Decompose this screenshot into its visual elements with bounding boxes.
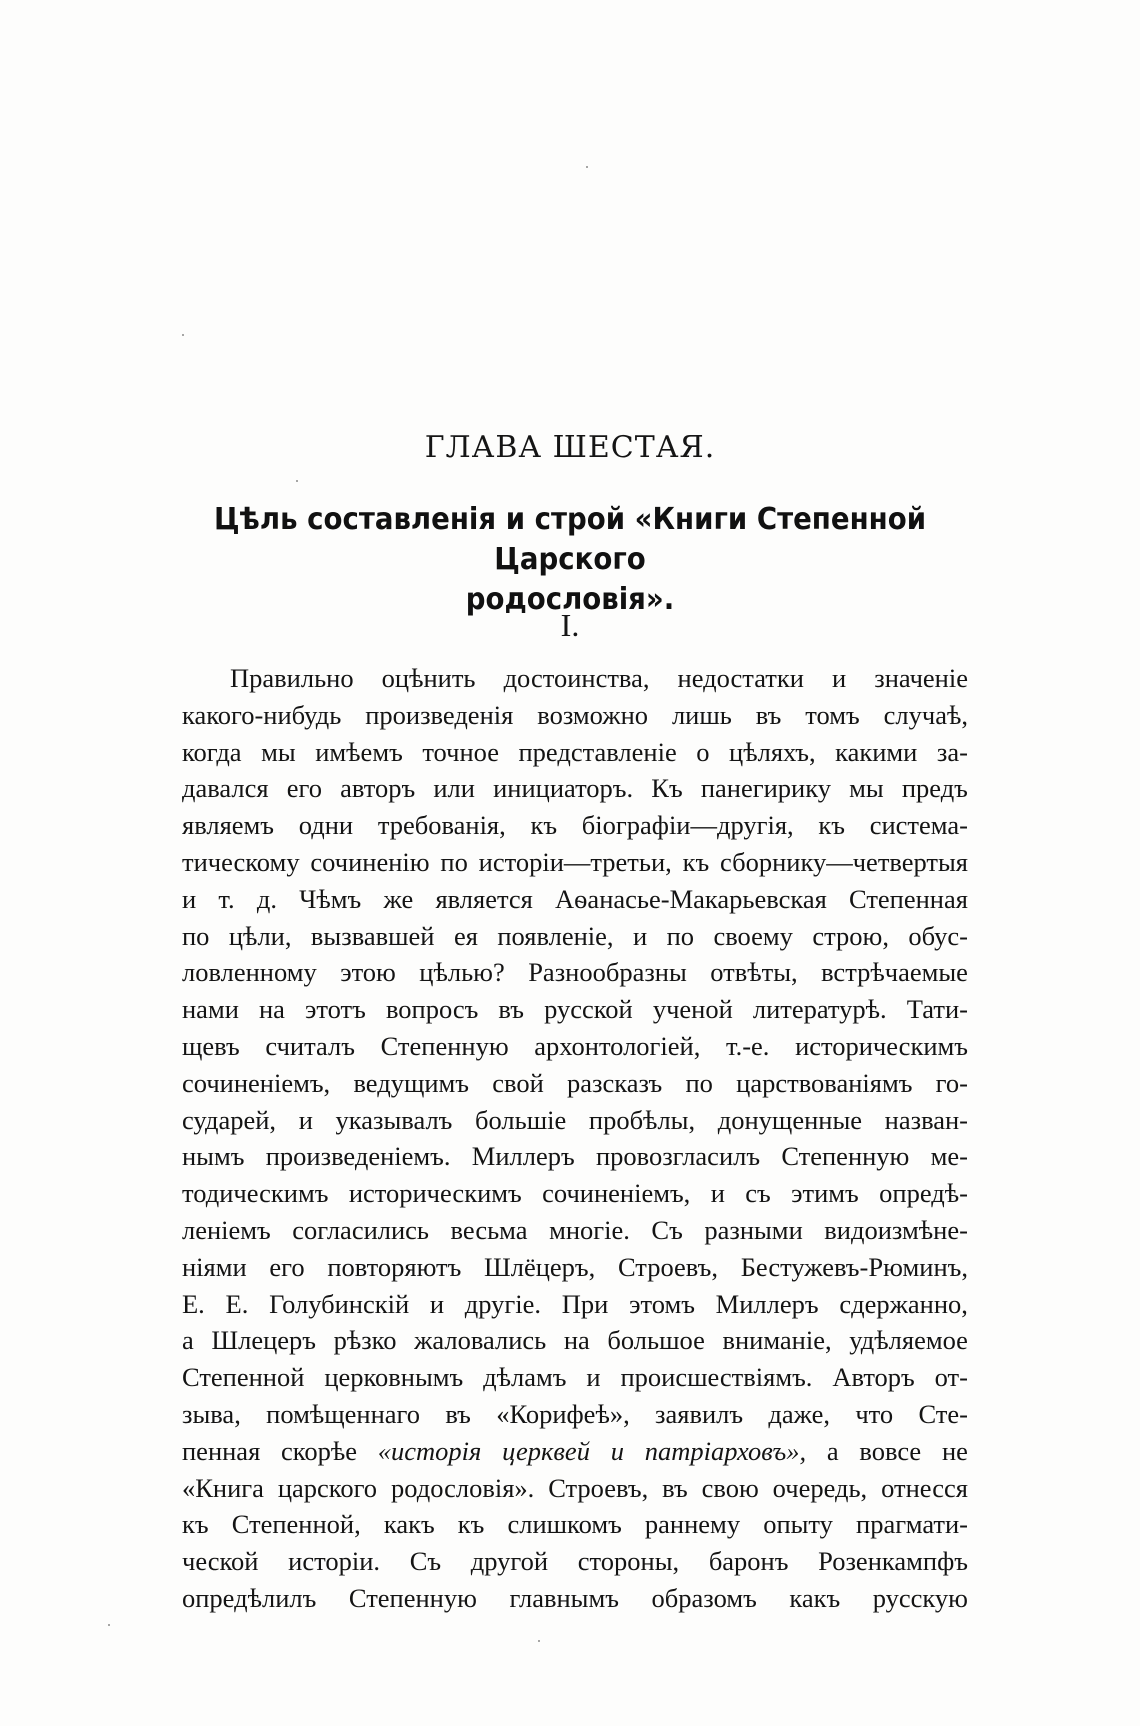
word: т.-е.	[726, 1030, 770, 1061]
word: происшествіямъ.	[620, 1362, 813, 1393]
word: о	[696, 736, 710, 767]
word: инициаторъ.	[493, 773, 634, 804]
word: къ	[818, 810, 845, 841]
word: по	[666, 920, 695, 951]
word: стороны,	[577, 1546, 680, 1577]
word: на	[259, 994, 285, 1025]
word: а	[826, 1435, 839, 1466]
word: нымъ	[182, 1141, 245, 1172]
word: въ	[755, 699, 782, 730]
word: и	[632, 920, 648, 951]
text-line	[182, 1433, 968, 1470]
word: исторіи.	[288, 1546, 381, 1577]
word: скорѣе	[281, 1435, 357, 1466]
word: заявилъ	[655, 1398, 744, 1429]
word: случаѣ,	[883, 699, 968, 730]
word: къ	[682, 846, 710, 877]
word: Къ	[651, 773, 683, 804]
word: требованія,	[377, 810, 506, 841]
word: удѣляемое	[849, 1325, 968, 1356]
word: строю,	[812, 920, 889, 951]
word: разными	[704, 1214, 803, 1245]
text-line	[182, 770, 968, 807]
word: какими	[835, 736, 918, 767]
word: съ	[745, 1178, 771, 1209]
word: русской	[544, 994, 633, 1025]
word: д.	[256, 883, 277, 914]
word: т.	[218, 883, 235, 914]
word: за-	[936, 736, 968, 767]
word: исторіи—третьи,	[478, 846, 672, 877]
word: въ	[445, 1398, 471, 1429]
word: Строевъ,	[548, 1472, 649, 1503]
word: ловленному	[182, 957, 317, 988]
word: панегирику	[700, 773, 831, 804]
chapter-label: ГЛАВА ШЕСТАЯ.	[424, 430, 716, 465]
word: тодическимъ	[182, 1178, 329, 1209]
word: и	[710, 1178, 725, 1209]
word: патріарховъ»,	[644, 1435, 807, 1466]
word: Степенную	[348, 1582, 477, 1613]
word: его	[286, 773, 322, 804]
word: лишь	[671, 699, 732, 730]
word: отвѣты,	[710, 957, 798, 988]
word: Шлёцеръ,	[484, 1251, 596, 1282]
word: Строевъ,	[617, 1251, 718, 1282]
word: а	[182, 1325, 194, 1356]
text-line	[182, 697, 968, 734]
word: появленіе,	[497, 920, 614, 951]
word: этою	[340, 957, 396, 988]
word: встрѣчаемые	[821, 957, 968, 988]
word: вниманіе,	[722, 1325, 832, 1356]
word: го-	[935, 1067, 968, 1098]
text-line	[182, 954, 968, 991]
word: ея	[453, 920, 478, 951]
word: сударей,	[182, 1104, 277, 1135]
word: недостатки	[677, 663, 804, 693]
word: этомъ	[629, 1288, 695, 1319]
word: Аѳанасье-Макарьевская	[555, 883, 827, 914]
word: образомъ	[651, 1582, 757, 1613]
word: своему	[713, 920, 793, 951]
word: произведенія	[365, 699, 514, 730]
word: на	[563, 1325, 590, 1356]
word: раннему	[644, 1509, 741, 1540]
word: Степенную	[781, 1141, 910, 1172]
word: какого-нибудь	[182, 699, 342, 730]
word: другіе.	[464, 1288, 542, 1319]
word: Розенкампфъ	[818, 1546, 968, 1577]
word: Миллеръ	[471, 1141, 575, 1172]
word: оцѣнить	[381, 663, 476, 693]
word: донущенные	[717, 1104, 863, 1135]
word: къ	[457, 1509, 485, 1540]
body-paragraph	[182, 660, 968, 1617]
word: главнымъ	[509, 1582, 619, 1613]
word: или	[433, 773, 475, 804]
word: историческимъ	[348, 1178, 522, 1209]
word: мы	[849, 773, 884, 804]
text-line	[182, 881, 968, 918]
word: жаловались	[414, 1325, 547, 1356]
word: «Корифеѣ»,	[496, 1398, 630, 1429]
word: зыва,	[182, 1398, 241, 1429]
word: къ	[182, 1509, 209, 1540]
word: Степенной,	[231, 1509, 361, 1540]
word: историческимъ	[795, 1030, 968, 1061]
word: по	[182, 920, 210, 951]
word: помѣщеннаго	[266, 1398, 420, 1429]
word: Е.	[182, 1288, 205, 1319]
word: большіе	[475, 1104, 567, 1135]
text-line	[182, 1396, 968, 1433]
scan-speck	[296, 480, 298, 482]
word: по	[440, 846, 468, 877]
word: сдержанно,	[839, 1288, 968, 1319]
word: мы	[261, 736, 296, 767]
word: Чѣмъ	[299, 883, 362, 914]
word: церквей	[502, 1435, 590, 1466]
word: архонтологіей,	[534, 1030, 701, 1061]
word: Сте-	[918, 1398, 968, 1429]
word: и	[182, 883, 197, 914]
word: царствованіямъ	[736, 1067, 913, 1098]
chapter-title-line-1: Цѣль составленія и строй «Книги Степенной Царского	[213, 502, 927, 577]
word: томъ	[805, 699, 860, 730]
word: вопросъ	[385, 994, 479, 1025]
word: очередь,	[772, 1472, 868, 1503]
word: назван-	[884, 1104, 968, 1135]
word: являемъ	[182, 810, 274, 841]
word: царского	[277, 1472, 378, 1503]
word: леніемъ	[182, 1214, 271, 1245]
chapter-title-line-2: родословія».	[465, 582, 675, 617]
word: возможно	[537, 699, 649, 730]
text-line	[182, 991, 968, 1028]
text-line	[182, 918, 968, 955]
word: весьма	[450, 1214, 528, 1245]
word: сочиненіемъ,	[182, 1067, 331, 1098]
word: и	[586, 1362, 601, 1393]
word: большое	[607, 1325, 705, 1356]
word: цѣлью?	[419, 957, 505, 988]
word: обус-	[908, 920, 968, 951]
word: сочиненіемъ,	[542, 1178, 691, 1209]
text-line	[182, 660, 968, 697]
word: одни	[298, 810, 354, 841]
text-line	[182, 1359, 968, 1396]
word: этимъ	[791, 1178, 859, 1209]
word: разсказъ	[567, 1067, 663, 1098]
word: прагмати-	[856, 1509, 968, 1540]
text-line	[182, 807, 968, 844]
word: вовсе	[859, 1435, 922, 1466]
word: считалъ	[265, 1030, 355, 1061]
text-line	[182, 1543, 968, 1580]
word: щевъ	[182, 1030, 240, 1061]
word: другой	[470, 1546, 549, 1577]
word: Разнообразны	[528, 957, 687, 988]
word: даже,	[768, 1398, 830, 1429]
word: какъ	[789, 1582, 841, 1613]
text-line	[182, 1286, 968, 1323]
word: опыту	[763, 1509, 833, 1540]
word: слишкомъ	[507, 1509, 622, 1540]
word: видоизмѣне-	[824, 1214, 968, 1245]
text-line	[182, 1506, 968, 1543]
word: Авторъ	[832, 1362, 915, 1393]
word: какъ	[383, 1509, 435, 1540]
word: ведущимъ	[353, 1067, 469, 1098]
text-line	[182, 1470, 968, 1507]
word: и	[429, 1288, 445, 1319]
word: достоинства,	[503, 663, 650, 693]
word: церковнымъ	[324, 1362, 464, 1393]
scan-speck	[108, 1624, 110, 1626]
word: цѣли,	[228, 920, 292, 951]
scan-speck	[182, 334, 184, 336]
word: баронъ	[708, 1546, 789, 1577]
word: и	[298, 1104, 313, 1135]
word: повторяютъ	[327, 1251, 462, 1282]
word: значеніе	[874, 663, 968, 693]
word: когда	[182, 736, 242, 767]
section-numeral: I.	[560, 607, 580, 643]
word: этотъ	[305, 994, 366, 1025]
word: опредѣлилъ	[182, 1582, 317, 1613]
word: Правильно	[230, 663, 354, 693]
word: біографіи—другія,	[581, 810, 794, 841]
word: точное	[422, 736, 499, 767]
word: по	[685, 1067, 713, 1098]
word: предъ	[901, 773, 968, 804]
word: Е.	[225, 1288, 249, 1319]
scan-speck	[586, 166, 588, 168]
word: от-	[934, 1362, 968, 1393]
word: въ	[662, 1472, 688, 1503]
word: Съ	[409, 1546, 442, 1577]
word: «исторія	[377, 1435, 482, 1466]
word: русскую	[872, 1582, 968, 1613]
word: нами	[182, 994, 239, 1025]
word: Миллеръ	[715, 1288, 819, 1319]
word: многіе.	[549, 1214, 630, 1245]
word: опредѣ-	[879, 1178, 968, 1209]
word: Степенную	[380, 1030, 509, 1061]
word: его	[269, 1251, 305, 1282]
text-line	[182, 1138, 968, 1175]
word: имѣемъ	[315, 736, 403, 767]
word: ніями	[182, 1251, 247, 1282]
word: Степенной	[182, 1362, 305, 1393]
word: въ	[498, 994, 524, 1025]
word: вызвавшей	[310, 920, 435, 951]
text-line	[182, 1065, 968, 1102]
word: отнесся	[881, 1472, 968, 1503]
word: свою	[701, 1472, 759, 1503]
word: Шлецеръ	[211, 1325, 316, 1356]
word: къ	[530, 810, 558, 841]
word: ученой	[652, 994, 733, 1025]
word: пробѣлы,	[588, 1104, 696, 1135]
word: указывалъ	[335, 1104, 453, 1135]
text-line	[182, 734, 968, 771]
text-line	[182, 1249, 968, 1286]
text-line	[182, 1028, 968, 1065]
word: произведеніемъ.	[265, 1141, 451, 1172]
word: провозгласилъ	[595, 1141, 761, 1172]
text-line	[182, 844, 968, 881]
text-line	[182, 1322, 968, 1359]
word: сборнику—четвертыя	[720, 846, 968, 877]
word: Съ	[651, 1214, 683, 1245]
word: цѣляхъ,	[729, 736, 816, 767]
chapter-title	[211, 500, 929, 620]
word: и	[610, 1435, 624, 1466]
text-line	[182, 1102, 968, 1139]
word: дѣламъ	[483, 1362, 567, 1393]
word: «Книга	[182, 1472, 264, 1503]
word: является	[435, 883, 533, 914]
word: представленіе	[518, 736, 677, 767]
word: родословія».	[390, 1472, 535, 1503]
word: и	[831, 663, 847, 693]
word: свой	[492, 1067, 544, 1098]
word: согласились	[292, 1214, 430, 1245]
text-line	[182, 1580, 968, 1617]
word: При	[561, 1288, 609, 1319]
word: сочиненію	[310, 846, 430, 877]
word: литературѣ.	[752, 994, 887, 1025]
word: Степенная	[849, 883, 968, 914]
text-line	[182, 1212, 968, 1249]
word: Голубинскій	[269, 1288, 410, 1319]
word: авторъ	[340, 773, 416, 804]
word: рѣзко	[333, 1325, 397, 1356]
word: ме-	[930, 1141, 968, 1172]
text-line	[182, 1175, 968, 1212]
word: ческой	[182, 1546, 259, 1577]
word: Бестужевъ-Рюминъ,	[740, 1251, 968, 1282]
word: же	[383, 883, 414, 914]
word: что	[855, 1398, 894, 1429]
word: пенная	[182, 1435, 261, 1466]
word: давался	[182, 773, 269, 804]
word: тическому	[182, 846, 300, 877]
word: система-	[869, 810, 968, 841]
word: не	[941, 1435, 968, 1466]
word: Тати-	[906, 994, 968, 1025]
scan-speck	[538, 1640, 540, 1642]
